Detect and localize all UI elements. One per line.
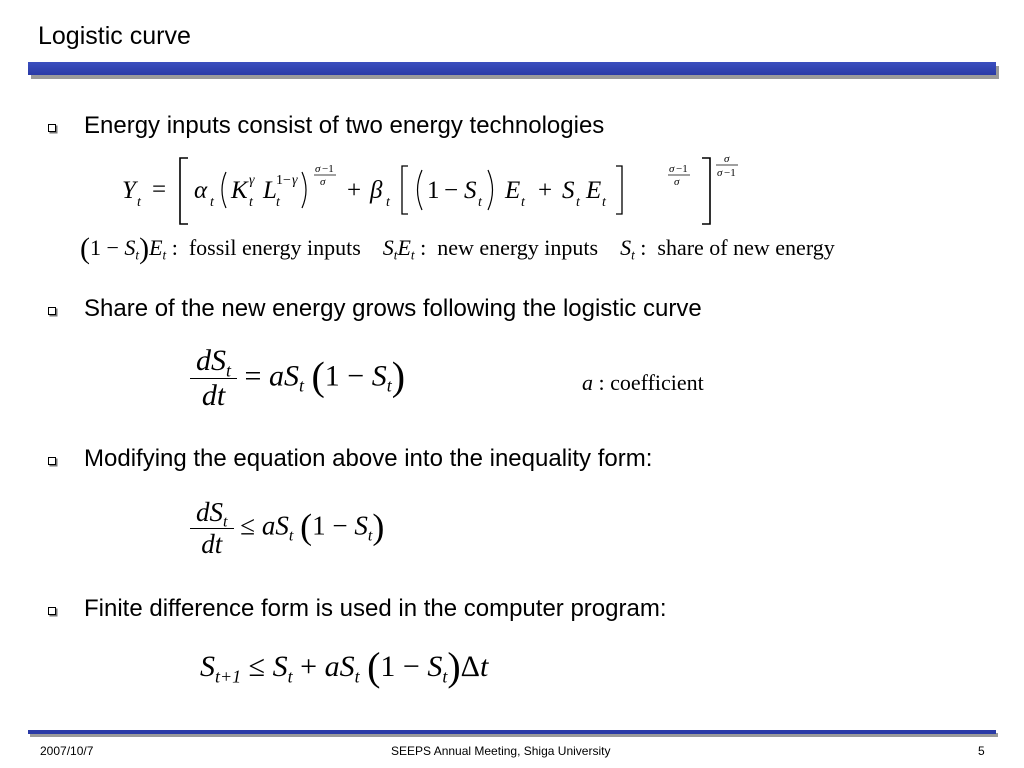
- svg-text:σ: σ: [717, 167, 723, 179]
- bullet-square-icon: [48, 124, 56, 132]
- svg-text:1: 1: [427, 177, 440, 204]
- svg-text:t: t: [249, 195, 253, 210]
- coefficient-label: coefficient: [610, 370, 704, 395]
- svg-text:L: L: [263, 177, 277, 204]
- svg-text:t: t: [521, 195, 525, 210]
- svg-text:t: t: [576, 195, 580, 210]
- legend-fossil: fossil energy inputs: [188, 235, 361, 260]
- svg-text:K: K: [231, 177, 248, 204]
- svg-text:t: t: [478, 195, 482, 210]
- svg-text:β: β: [370, 177, 383, 204]
- svg-text:α: α: [194, 177, 208, 204]
- svg-text:σ: σ: [724, 153, 730, 165]
- svg-text:S: S: [562, 177, 575, 204]
- equation-finite-difference: $S_{t+1} \le S_t + aS_t$ $(1 - S_t)\Delta t$: [200, 644, 489, 689]
- bullet-text-1: Energy inputs consist of two energy technologies: [84, 112, 605, 139]
- bullet-text-3: Modifying the equation above into the inequality form:: [84, 445, 653, 472]
- variable-legend: $(1 - S_t)E_t$ : fossil energy inputs $S_tE_t$ : new energy inputs $S_t$ : share of new energy: [80, 232, 835, 265]
- svg-text:t: t: [137, 195, 141, 210]
- svg-text:−1: −1: [724, 167, 736, 179]
- svg-text:t: t: [210, 195, 214, 210]
- svg-text:S: S: [464, 177, 477, 204]
- legend-new: new energy inputs: [437, 235, 599, 260]
- svg-text:t: t: [602, 195, 606, 210]
- footer-date: 2007/10/7: [40, 744, 94, 758]
- svg-text:γ: γ: [292, 173, 298, 188]
- footer-event: SEEPS Annual Meeting, Shiga University: [391, 744, 611, 758]
- svg-text:σ: σ: [669, 163, 675, 175]
- bullet-square-icon: [48, 607, 56, 615]
- legend-share: share of new energy: [657, 235, 835, 260]
- equation-production-function: [122, 150, 742, 239]
- bullet-text-4: Finite difference form is used in the computer program:: [84, 595, 667, 622]
- svg-text:+: +: [347, 177, 362, 204]
- svg-text:Y: Y: [122, 177, 136, 204]
- svg-text:t: t: [276, 195, 280, 210]
- footer-page-number: 5: [978, 744, 985, 758]
- svg-text:=: =: [152, 176, 167, 203]
- title-underline-bar: [28, 62, 996, 75]
- svg-text:E: E: [586, 177, 602, 204]
- svg-text:1−: 1−: [276, 173, 291, 188]
- svg-text:γ: γ: [249, 173, 255, 188]
- slide-title: Logistic curve: [38, 22, 191, 50]
- bullet-square-icon: [48, 307, 56, 315]
- svg-text:−: −: [444, 177, 459, 204]
- bullet-square-icon: [48, 457, 56, 465]
- svg-text:−1: −1: [676, 163, 688, 175]
- svg-text:σ: σ: [320, 176, 326, 188]
- svg-text:σ: σ: [674, 176, 680, 188]
- footer-bar: [28, 730, 996, 734]
- equation-logistic: $\frac{dS_t}{dt}$ = $aS_t$ $(1 - S_t)$: [190, 344, 405, 413]
- svg-text:σ: σ: [315, 163, 321, 175]
- svg-text:E: E: [505, 177, 521, 204]
- equation-inequality: $\frac{dS_t}{dt}$ ≤ $aS_t$ $(1 - S_t)$: [190, 497, 384, 560]
- coefficient-note: a : coefficient: [582, 370, 704, 395]
- svg-text:−1: −1: [322, 163, 334, 175]
- svg-text:t: t: [386, 195, 390, 210]
- production-equation-svg: [122, 150, 742, 232]
- bullet-text-2: Share of the new energy grows following the logistic curve: [84, 295, 702, 322]
- svg-text:+: +: [538, 177, 553, 204]
